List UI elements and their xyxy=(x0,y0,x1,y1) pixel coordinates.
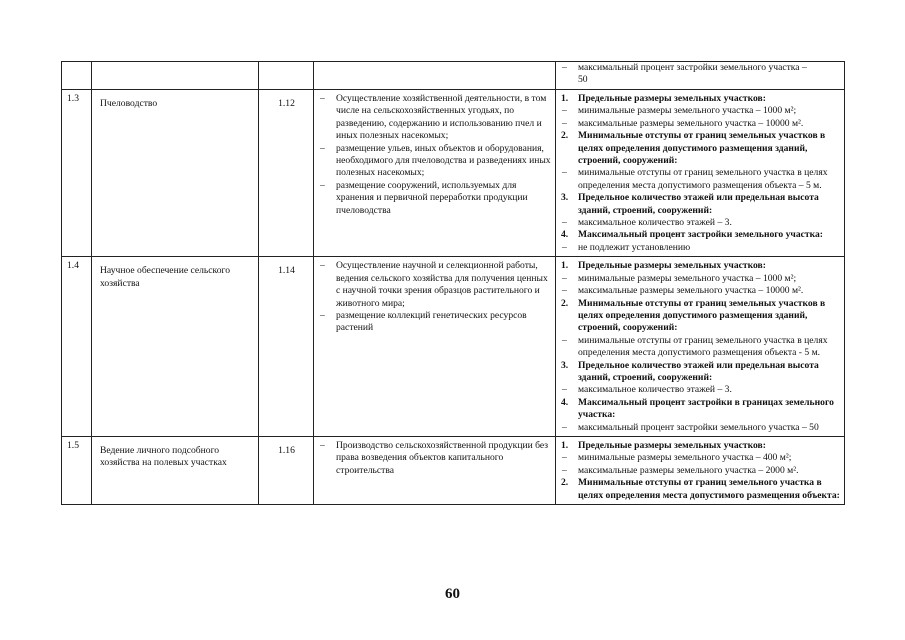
params-list xyxy=(561,440,840,502)
param-number: 1. xyxy=(561,260,569,272)
row-number-cell: 1.3 xyxy=(62,90,92,257)
param-number: 2. xyxy=(561,130,569,142)
uses-cell xyxy=(314,62,556,90)
param-number: 3. xyxy=(561,359,569,371)
param-item: – максимальные размеры земельного участка – 2000 м². xyxy=(561,465,840,477)
param-item: – минимальные размеры земельного участка – 1000 м²; xyxy=(561,105,840,117)
table-row xyxy=(62,90,845,257)
params-list xyxy=(561,93,840,254)
permitted-uses-cell xyxy=(314,257,556,437)
param-item: – не подлежит установлению xyxy=(561,242,840,254)
permitted-uses-cell xyxy=(314,436,556,504)
param-title: Предельное количество этажей или предельная высота зданий, строений, сооружений: xyxy=(578,192,819,216)
param-heading xyxy=(561,229,840,241)
row-number-cell: 1.5 xyxy=(62,436,92,504)
param-title: Минимальные отступы от границ земельных участков в целях определения допустимого размещения зданий, строений, сооружений: xyxy=(578,297,826,334)
param-heading xyxy=(561,192,840,217)
num-cell xyxy=(62,62,92,90)
zoning-regulations-table xyxy=(61,61,845,505)
param-heading xyxy=(561,360,840,385)
param-title: Максимальный процент застройки в границах земельного участка: xyxy=(578,396,834,421)
param-number: 1. xyxy=(561,93,569,104)
param-heading xyxy=(561,298,840,335)
param-item: – минимальные размеры земельного участка – 400 м²; xyxy=(561,452,840,464)
param-item: – минимальные размеры земельного участка – 1000 м²; xyxy=(561,273,840,285)
param-number: 4. xyxy=(561,229,569,241)
classifier-code-cell: 1.16 xyxy=(259,436,314,504)
params-cell xyxy=(556,62,845,90)
param-item: – максимальное количество этажей – 3. xyxy=(561,384,840,396)
param-heading xyxy=(561,397,840,422)
uses-list-item: – размещение коллекций генетических ресурсов растений xyxy=(319,310,551,335)
table-row xyxy=(62,257,845,437)
uses-list xyxy=(319,260,551,334)
page-number: 60 xyxy=(445,586,460,602)
uses-list xyxy=(319,93,551,217)
classifier-code-cell: 1.12 xyxy=(259,90,314,257)
uses-list-item: – Осуществление хозяйственной деятельности, в том числе на сельскохозяйственных угодьях, по разведению, содержанию и использованию пчел и иных полезных насекомых; xyxy=(319,93,551,143)
param-number: 2. xyxy=(561,477,569,489)
param-item: – максимальные размеры земельного участка – 10000 м². xyxy=(561,285,840,297)
param-item: – минимальные отступы от границ земельного участка в целях определения места допустимого размещения объекта – 5 м. xyxy=(561,167,840,192)
param-title: Предельные размеры земельных участков: xyxy=(578,93,766,104)
param-number: 1. xyxy=(561,439,569,451)
uses-list-item: – Осуществление научной и селекционной работы, ведения сельского хозяйства для получения ценных с научной точки зрения образцов растительного и животного мира; xyxy=(319,260,551,310)
param-number: 2. xyxy=(561,297,569,309)
use-name-cell: Научное обеспечение сельского хозяйства xyxy=(92,257,259,437)
param-title: Минимальные отступы от границ земельного участка в целях определения места допустимого размещения объекта: xyxy=(578,477,840,501)
param-item: – максимальный процент застройки земельного участка – xyxy=(561,62,840,74)
uses-list-item: – размещение ульев, иных объектов и оборудования, необходимого для пчеловодства и разведениях иных полезных насекомых; xyxy=(319,143,551,180)
uses-list-item: – Производство сельскохозяйственной продукции без права возведения объектов капитального строительства xyxy=(319,440,551,477)
param-number: 3. xyxy=(561,192,569,204)
param-item: – минимальные отступы от границ земельного участка в целях определения места допустимого размещения объекта - 5 м. xyxy=(561,335,840,360)
parameters-cell xyxy=(556,436,845,504)
param-heading xyxy=(561,260,840,272)
use-name-cell: Пчеловодство xyxy=(92,90,259,257)
permitted-uses-cell xyxy=(314,90,556,257)
uses-list xyxy=(319,440,551,477)
param-title: Максимальный процент застройки земельного участка: xyxy=(578,229,823,241)
param-item: – максимальное количество этажей – 3. xyxy=(561,217,840,229)
param-title: Минимальные отступы от границ земельных участков в целях определения допустимого размещения зданий, строений, сооружений: xyxy=(578,130,826,167)
param-heading xyxy=(561,440,840,452)
param-item: – максимальный процент застройки земельного участка – 50 xyxy=(561,422,840,434)
param-title: Предельное количество этажей или предельная высота зданий, строений, сооружений: xyxy=(578,359,819,383)
params-list xyxy=(561,260,840,434)
param-heading xyxy=(561,93,840,105)
table-row xyxy=(62,436,845,504)
param-item: – максимальные размеры земельного участка – 10000 м². xyxy=(561,118,840,130)
param-number: 4. xyxy=(561,396,569,408)
row-number-cell: 1.4 xyxy=(62,257,92,437)
table-row-continued xyxy=(62,62,845,90)
name-cell xyxy=(92,62,259,90)
param-title: Предельные размеры земельных участков: xyxy=(578,439,766,451)
use-name-cell: Ведение личного подсобного хозяйства на полевых участках xyxy=(92,436,259,504)
classifier-code-cell: 1.14 xyxy=(259,257,314,437)
parameters-cell xyxy=(556,257,845,437)
param-heading xyxy=(561,477,840,502)
code-cell xyxy=(259,62,314,90)
uses-list-item: – размещение сооружений, используемых для хранения и первичной переработки продукции пчеловодства xyxy=(319,180,551,217)
table-body xyxy=(62,62,845,505)
parameters-cell xyxy=(556,90,845,257)
param-heading xyxy=(561,130,840,167)
param-title: Предельные размеры земельных участков: xyxy=(578,260,766,272)
param-item-continuation: 50 xyxy=(578,74,588,86)
params-list xyxy=(561,62,840,87)
